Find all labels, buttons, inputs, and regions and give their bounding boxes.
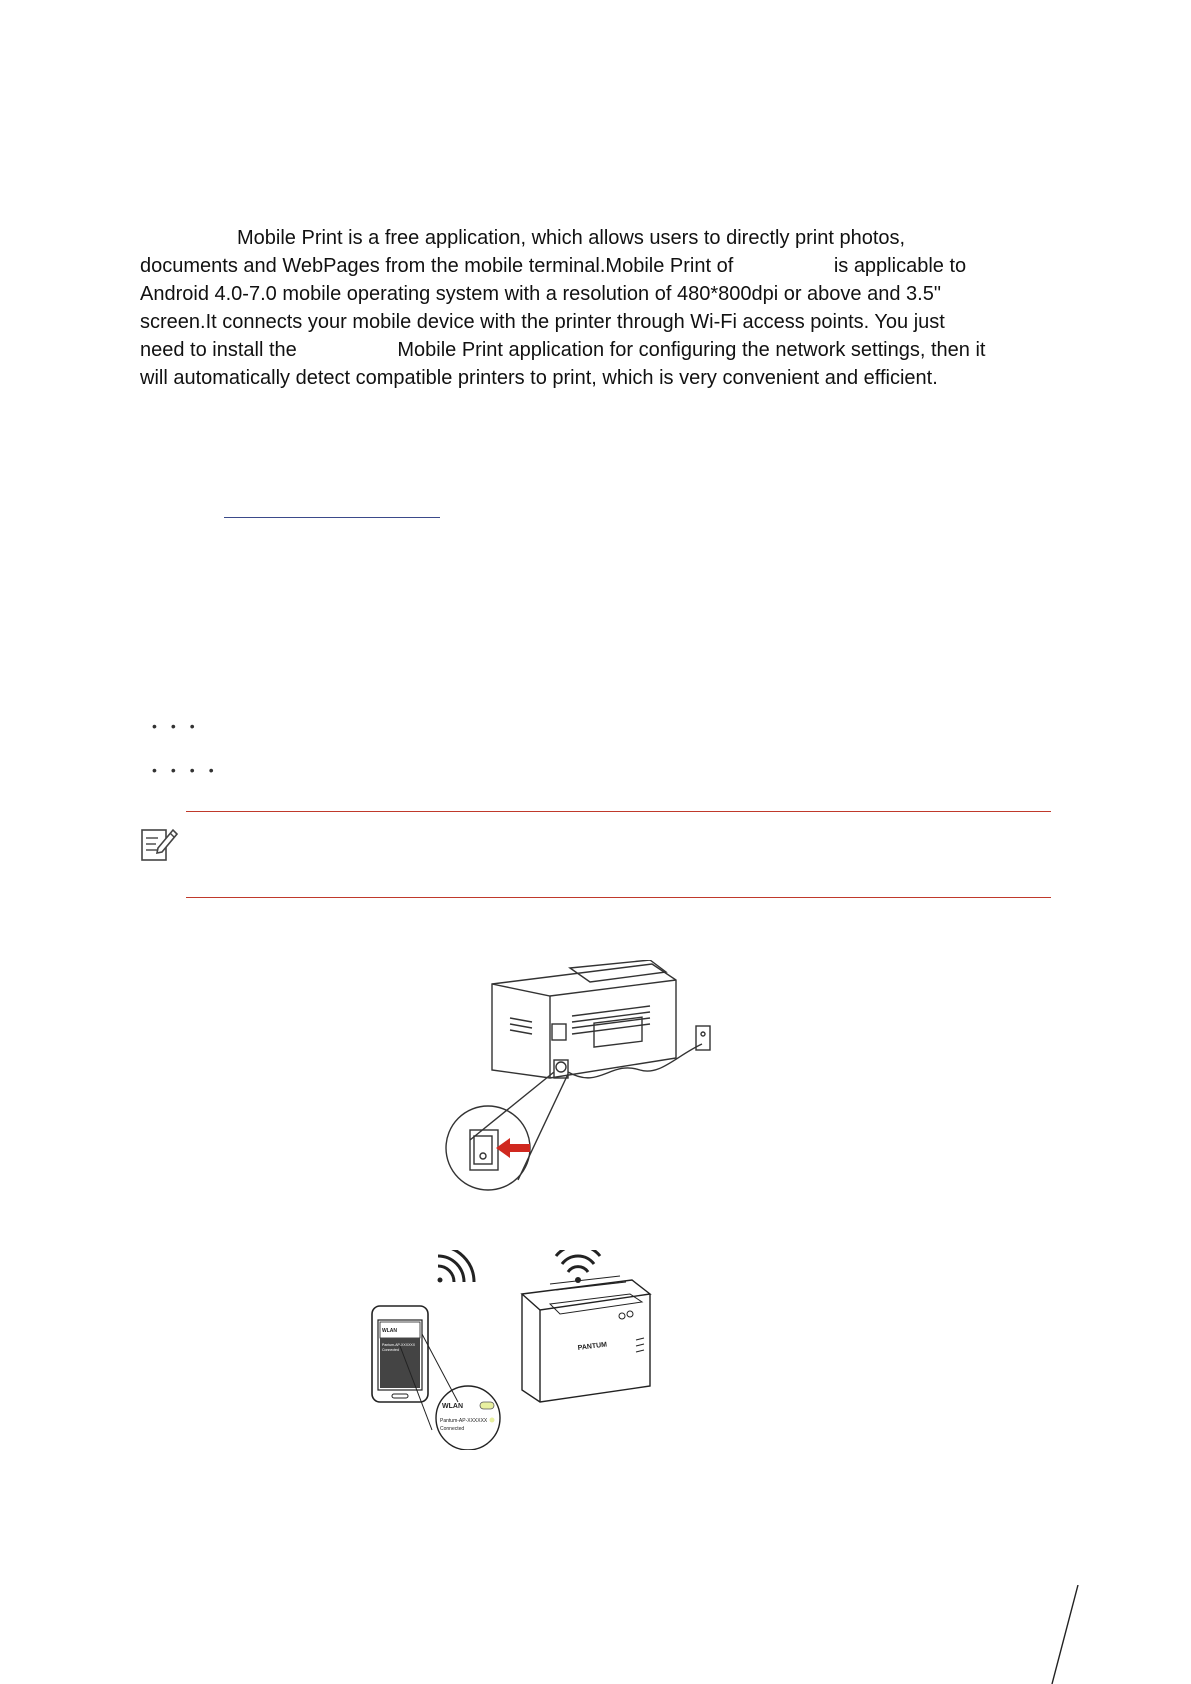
phone-wlan-label: WLAN xyxy=(382,1328,397,1334)
intro-line-4: screen.It connects your mobile device with the printer through Wi-Fi access points. You just xyxy=(140,311,945,333)
red-arrow xyxy=(496,1138,530,1158)
intro-line-3: Android 4.0-7.0 mobile operating system with a resolution of 480*800dpi or above and 3.5" xyxy=(140,283,941,305)
wifi-connection-figure xyxy=(360,1250,700,1450)
note-top-rule xyxy=(186,811,1051,812)
phone-ap-label: Pantum-AP-XXXXXX xyxy=(382,1343,416,1347)
intro-line-2: documents and WebPages from the mobile terminal.Mobile Print of is applicable to xyxy=(140,255,967,277)
zoom-wlan-label: WLAN xyxy=(442,1403,463,1410)
rear-vents xyxy=(572,1006,650,1034)
page-corner-line xyxy=(1050,1585,1080,1684)
intro-paragraph xyxy=(140,224,1070,392)
bullet-dots-1: ••• xyxy=(152,718,209,734)
zoom-ap-label: Pantum-AP-XXXXXX xyxy=(440,1418,488,1424)
bullet-dots-2: •••• xyxy=(152,762,228,778)
zoom-status-label: Connected xyxy=(440,1426,465,1432)
printer-brand-label: PANTUM xyxy=(577,1341,608,1352)
printer-power-figure xyxy=(440,960,720,1192)
note-icon xyxy=(140,824,180,862)
intro-line-5: need to install the Mobile Print application for configuring the network settings, then it xyxy=(140,339,986,361)
note-bottom-rule xyxy=(186,897,1051,898)
intro-line-6: will automatically detect compatible printers to print, which is very convenient and efficient. xyxy=(140,367,938,389)
download-link[interactable] xyxy=(224,517,440,518)
intro-line-1: Mobile Print is a free application, which allows users to directly print photos, xyxy=(237,227,906,249)
phone-status-label: Connected xyxy=(382,1348,399,1352)
